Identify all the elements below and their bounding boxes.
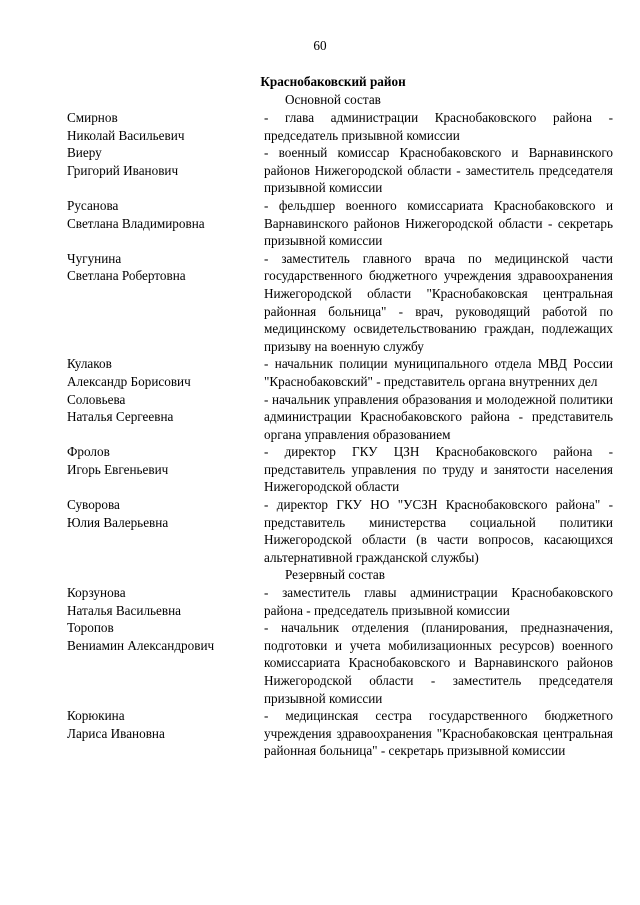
member-surname: Суворова <box>67 497 120 513</box>
main-section-label: Основной состав <box>285 92 381 107</box>
member-entry <box>67 391 613 444</box>
reserve-section-label: Резервный состав <box>285 567 385 583</box>
member-name <box>67 109 264 144</box>
member-given-names: Игорь Евгеньевич <box>67 461 169 477</box>
member-surname: Смирнов <box>67 110 118 125</box>
member-surname: Корюкина <box>67 708 125 724</box>
member-entry <box>67 144 613 197</box>
member-entry <box>67 250 613 356</box>
member-name <box>67 443 264 496</box>
member-entry <box>67 109 613 144</box>
member-role: - начальник полиции муниципального отдела МВД России "Краснобаковский" - представитель органа внутренних дел <box>264 356 613 389</box>
member-name <box>67 355 264 390</box>
member-name <box>67 144 264 197</box>
member-entry <box>67 443 613 496</box>
member-role: - заместитель главы администрации Краснобаковского района - председатель призывной комиссии <box>264 585 613 618</box>
member-name <box>67 584 264 619</box>
member-name <box>67 391 264 444</box>
member-surname: Кулаков <box>67 356 112 372</box>
member-entry <box>67 355 613 390</box>
member-name <box>67 619 264 707</box>
member-given-names: Лариса Ивановна <box>67 725 165 741</box>
member-given-names: Светлана Владимировна <box>67 215 205 231</box>
member-name <box>67 197 264 250</box>
member-given-names: Наталья Сергеевна <box>67 409 174 425</box>
member-given-names: Николай Васильевич <box>67 127 185 143</box>
member-role: - заместитель главного врача по медицинской части государственного бюджетного учреждения здравоохранения Нижегородской области "Краснобаковская центральная районная больница" - врач, руководящий работой по медицинскому освидетельствованию граждан, подлежащих призыву на военную службу <box>264 250 613 354</box>
member-role: - начальник отделения (планирования, предназначения, подготовки и учета мобилизационных ресурсов) военного комиссариата Краснобаковского и Варнавинского районов Нижегородской области - заместитель председателя призывной комиссии <box>264 620 613 706</box>
member-entry <box>67 619 613 707</box>
member-given-names: Вениамин Александрович <box>67 637 215 653</box>
member-role: - медицинская сестра государственного бюджетного учреждения здравоохранения "Краснобаковская центральная районная больница" - секретарь призывной комиссии <box>264 708 613 759</box>
member-role: - фельдшер военного комиссариата Краснобаковского и Варнавинского районов Нижегородской области - секретарь призывной комиссии <box>264 197 613 249</box>
member-role: - начальник управления образования и молодежной политики администрации Краснобаковского района - представитель органа управления образованием <box>264 391 613 442</box>
member-surname: Корзунова <box>67 585 126 601</box>
member-given-names: Григорий Иванович <box>67 162 179 178</box>
member-surname: Соловьева <box>67 391 126 407</box>
member-role: - директор ГКУ ЦЗН Краснобаковского района - представитель управления по труду и занятости населения Нижегородской области <box>264 444 613 495</box>
page-number: 60 <box>313 38 327 53</box>
member-entry <box>67 496 613 566</box>
member-given-names: Юлия Валерьевна <box>67 514 169 530</box>
member-given-names: Светлана Робертовна <box>67 268 186 284</box>
commission-list <box>67 109 613 760</box>
member-surname: Фролов <box>67 444 110 460</box>
member-name <box>67 496 264 566</box>
member-surname: Виеру <box>67 145 102 161</box>
district-title: Краснобаковский район <box>260 74 406 89</box>
member-given-names: Наталья Васильевна <box>67 602 182 618</box>
member-given-names: Александр Борисович <box>67 373 191 389</box>
member-entry <box>67 584 613 619</box>
member-entry <box>67 707 613 760</box>
member-role: - директор ГКУ НО "УСЗН Краснобаковского района" - представитель министерства социальной политики Нижегородской области (в части вопросов, касающихся альтернативной гражданской службы) <box>264 497 613 565</box>
member-surname: Торопов <box>67 620 114 636</box>
member-entry <box>67 197 613 250</box>
member-role: - глава администрации Краснобаковского района - председатель призывной комиссии <box>264 110 613 143</box>
member-name <box>67 250 264 356</box>
member-surname: Русанова <box>67 197 119 213</box>
member-surname: Чугунина <box>67 250 122 266</box>
member-name <box>67 707 264 760</box>
member-role: - военный комиссар Краснобаковского и Варнавинского районов Нижегородской области - заместитель председателя призывной комиссии <box>264 145 613 196</box>
